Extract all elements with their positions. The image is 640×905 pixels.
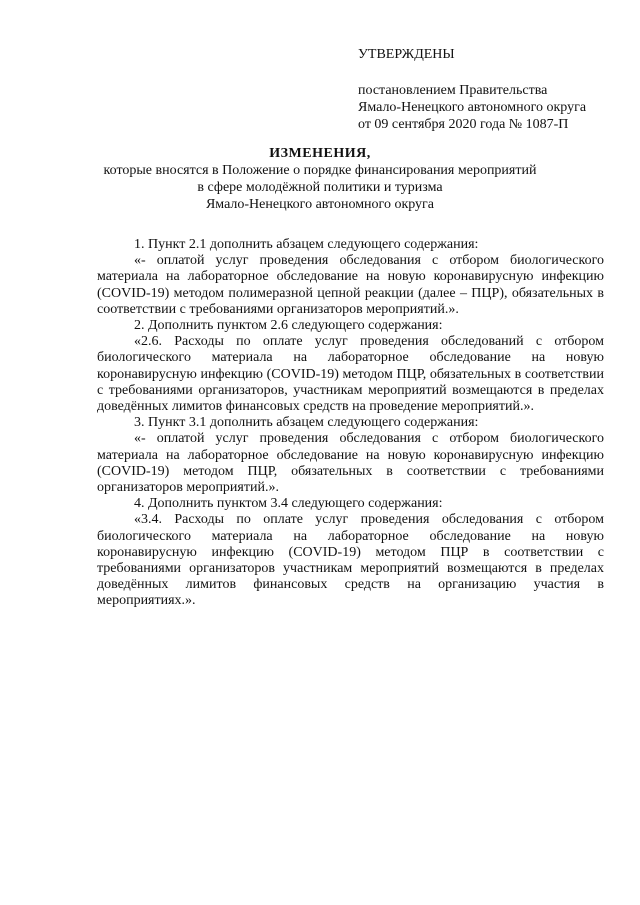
document-subtitle-line: которые вносятся в Положение о порядке финансирования мероприятий: [103, 163, 537, 178]
approval-line: Ямало-Ненецкого автономного округа: [358, 100, 587, 115]
paragraph: 2. Дополнить пунктом 2.6 следующего содержания:: [134, 318, 443, 334]
paragraph: 4. Дополнить пунктом 3.4 следующего содержания:: [134, 496, 443, 512]
document-title: ИЗМЕНЕНИЯ,: [269, 146, 371, 161]
paragraph: «- оплатой услуг проведения обследования с отбором биологического материала на лабораторное обследование на новую коронавирусную инфекцию (COVID-19) методом полимеразной цепной реакции (далее – ПЦР), обязательных в соответствии с требованиями организаторов мероприятий.».: [97, 253, 604, 317]
approval-stamp: [358, 46, 618, 133]
paragraph: «2.6. Расходы по оплате услуг проведения обследований с отбором биологического материала на лабораторное обследование на новую коронавирусную инфекцию (COVID-19) методом ПЦР, обязательных в соответствии с требованиями организаторов, участникам мероприятий возмещаются в пределах доведённых лимитов финансовых средств на проведение мероприятий.».: [97, 334, 604, 415]
paragraph: 3. Пункт 3.1 дополнить абзацем следующего содержания:: [134, 415, 479, 431]
paragraph: 1. Пункт 2.1 дополнить абзацем следующего содержания:: [134, 237, 479, 252]
document-title-block: [0, 145, 640, 213]
approval-line: от 09 сентября 2020 года № 1087-П: [358, 117, 569, 132]
paragraph: «3.4. Расходы по оплате услуг проведения обследования с отбором биологического материала на лабораторное обследование на новую коронавирусную инфекцию (COVID-19) методом ПЦР в соответствии с требованиями организаторов участникам мероприятий возмещаются в пределах доведённых лимитов финансовых средств на организацию участия в мероприятиях.».: [97, 512, 604, 609]
document-subtitle-line: Ямало-Ненецкого автономного округа: [205, 197, 435, 212]
approval-line: постановлением Правительства: [358, 83, 548, 98]
document-subtitle-line: в сфере молодёжной политики и туризма: [197, 180, 443, 195]
approval-heading: УТВЕРЖДЕНЫ: [358, 47, 455, 62]
paragraph: «- оплатой услуг проведения обследования с отбором биологического материала на лабораторное обследование на новую коронавирусную инфекцию (COVID-19) методом ПЦР, обязательных в соответствии с требованиями организаторов мероприятий.».: [97, 431, 604, 496]
document-body: [97, 237, 604, 610]
